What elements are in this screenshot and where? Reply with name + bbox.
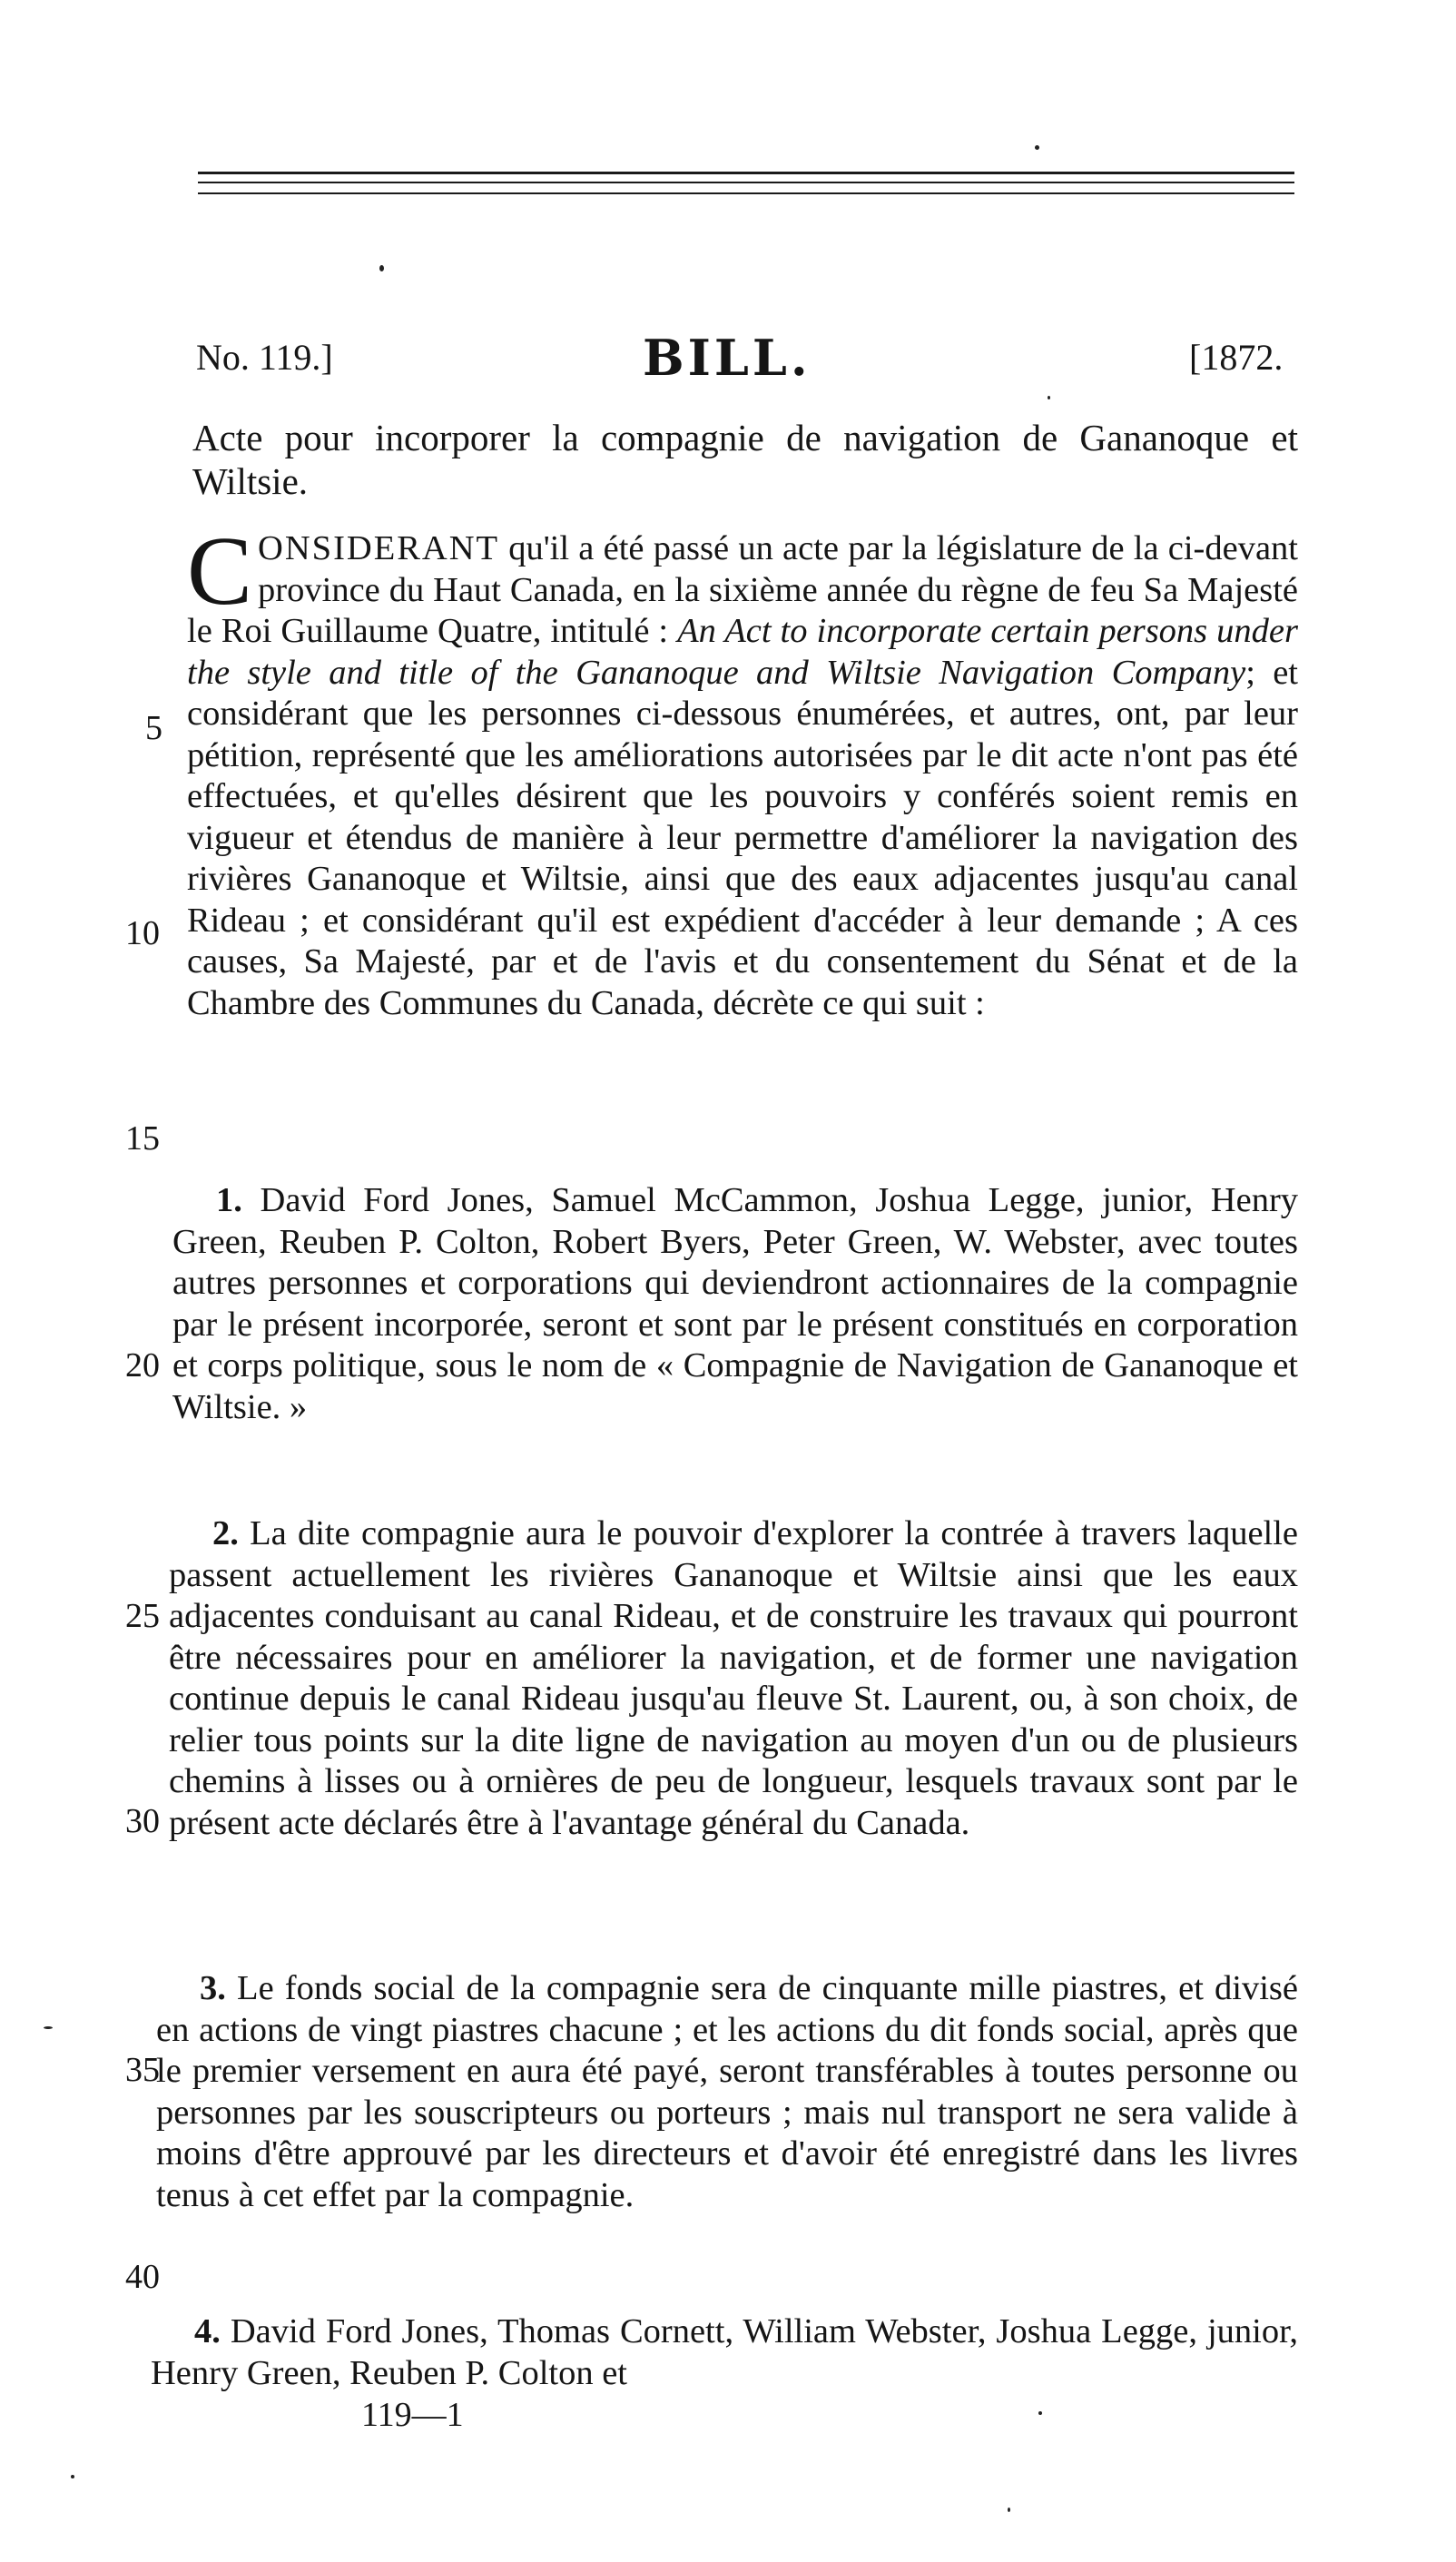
bill-title: BILL. — [643, 329, 812, 387]
bill-header — [0, 329, 1456, 392]
preamble-text: ; et considérant que les personnes ci-dessous énumérées, et autres, ont, par leur pétition, représenté que les améliorations autorisées par le dit acte n'ont pas été effectuées, et qu'elles désirent que les pouvoirs y conférés soient remis en vigueur et étendus de manière à leur permettre d'améliorer la navigation des rivières Gananoque et Wiltsie, ainsi que des eaux adjacentes jusqu'au canal Rideau ; et considérant qu'il est expédient d'accéder à leur demande ; A ces causes, Sa Majesté, par et de l'avis et du consentement du Sénat et de la Chambre des Communes du Canada, décrète ce qui suit : — [187, 653, 1298, 1022]
section-2 — [169, 1513, 1298, 1844]
long-title: Acte pour incorporer la compagnie de navigation de Gananoque et Wiltsie. — [192, 417, 1298, 502]
scan-speck — [1035, 145, 1039, 150]
section-text: Le fonds social de la compagnie sera de cinquante mille piastres, et divisé en actions de vingt piastres chacune ; et les actions du dit fonds social, après que le premier versement en aura été payé, seront transférables à toutes personne ou personnes par les souscripteurs ou porteurs ; mais nul transport ne sera valide à moins d'être approuvé par les directeurs et d'avoir été enregistré dans les livres tenus à cet effet par la compagnie. — [156, 1969, 1299, 2214]
scan-speck — [379, 265, 384, 271]
bill-number: No. 119.] — [196, 337, 333, 378]
section-3 — [156, 1968, 1298, 2216]
section-text: La dite compagnie aura le pouvoir d'explorer la contrée à travers laquelle passent actuellement les rivières Gananoque et Wiltsie ainsi que les eaux adjacentes conduisant au canal Rideau, et de construire les travaux qui pourront être nécessaires pour en améliorer la navigation, et de former une navigation continue depuis le canal Rideau jusqu'au fleuve St. Laurent, ou, à son choix, de relier tous points sur la dite ligne de navigation au moyen d'un ou de plusieurs chemins à lisses ou à ornières de peu de longueur, lesquels travaux sont par le présent acte déclarés être à l'avantage général du Canada. — [169, 1514, 1299, 1842]
top-rule — [198, 172, 1294, 174]
section-text: David Ford Jones, Samuel McCammon, Joshua Legge, junior, Henry Green, Reuben P. Colton, Robert Byers, Peter Green, W. Webster, avec toutes autres personnes et corporations qui deviendront actionnaires de la compagnie par le présent incorporée, seront et sont par le présent constitués en corporation et corps politique, sous le nom de « Compagnie de Navigation de Gananoque et Wiltsie. » — [172, 1181, 1299, 1426]
preamble-lead: ONSIDERANT — [258, 529, 500, 567]
bill-year: [1872. — [1189, 337, 1284, 378]
section-number: 2. — [212, 1514, 239, 1552]
line-number: 25 — [125, 1597, 160, 1635]
scan-speck — [1038, 2411, 1042, 2415]
line-number: 35 — [125, 2051, 160, 2089]
preamble — [187, 517, 1298, 1024]
line-number: 5 — [145, 709, 162, 747]
line-number: 10 — [125, 914, 160, 952]
line-number: 40 — [125, 2258, 160, 2296]
section-number: 3. — [200, 1969, 226, 2007]
line-number: 30 — [125, 1802, 160, 1840]
drop-cap: C — [187, 517, 253, 626]
line-number: 15 — [125, 1119, 160, 1158]
scan-speck — [1048, 396, 1050, 399]
act-title: An Act to incorporate certain persons under the style and title of the Gananoque and Wiltsie Navigation Company — [187, 612, 1298, 692]
section-1 — [172, 1180, 1298, 1428]
scan-speck — [44, 2026, 53, 2029]
section-number: 1. — [216, 1181, 242, 1219]
scan-speck — [71, 2475, 74, 2478]
preamble-text: qu'il a été passé un acte par la législature de la ci-devant province du Haut Canada, en la sixième année du règne de feu Sa Majesté le Roi Guillaume Quatre, intitulé : — [187, 529, 1298, 650]
top-rule — [198, 182, 1294, 183]
page-signature: 119—1 — [361, 2396, 464, 2434]
top-rule — [198, 192, 1294, 194]
section-4 — [151, 2311, 1298, 2394]
line-number: 20 — [125, 1346, 160, 1384]
section-number: 4. — [194, 2312, 221, 2350]
section-text: David Ford Jones, Thomas Cornett, William Webster, Joshua Legge, junior, Henry Green, Reuben P. Colton et — [151, 2312, 1298, 2392]
scan-speck — [1008, 2508, 1010, 2512]
